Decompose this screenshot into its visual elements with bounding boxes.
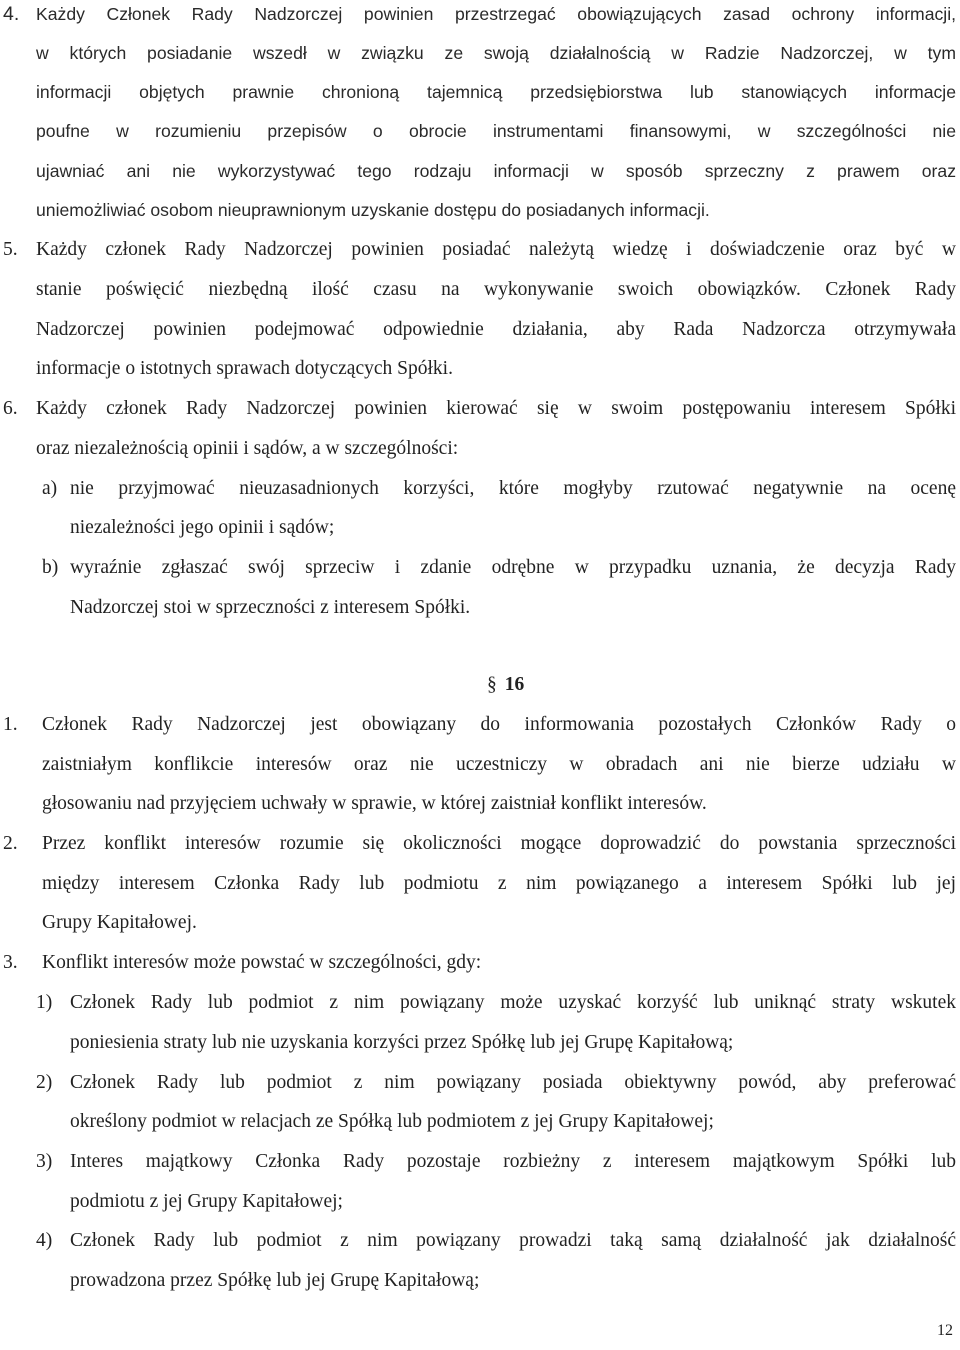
section-point-1-line-1: Członek Rady Nadzorczej jest obowiązany do informowania pozostałych Członków Rady o [42, 714, 956, 735]
paragraph-4-line-4: poufne w rozumieniu przepisów o obrocie instrumentami finansowymi, w szczególności nie [36, 121, 956, 141]
section-sign: § [487, 674, 497, 695]
subitem-3-line-1: Interes majątkowy Członka Rady pozostaje rozbieżny z interesem majątkowym Spółki lub [70, 1151, 956, 1172]
subitem-4-line-1: Członek Rady lub podmiot z nim powiązany prowadzi taką samą działalność jak działalność [70, 1230, 956, 1251]
page-number: 12 [937, 1322, 953, 1339]
subitem-4-line-2: prowadzona przez Spółkę lub jej Grupę Kapitałową; [70, 1270, 480, 1291]
section-heading [487, 673, 524, 697]
subitem-1-label: 1) [36, 992, 53, 1013]
paragraph-4-number: 4. [3, 3, 20, 25]
paragraph-4-line-2: w których posiadanie wszedł w związku ze swoją działalnością w Radzie Nadzorczej, w tym [36, 43, 956, 63]
item-b-label: b) [42, 557, 59, 578]
paragraph-4-line-5: ujawniać ani nie wykorzystywać tego rodzaju informacji w sposób sprzeczny z prawem oraz [36, 161, 956, 181]
paragraph-6-line-1: Każdy członek Rady Nadzorczej powinien kierować się w swoim postępowaniu interesem Spółki [36, 398, 956, 419]
item-b-line-2: Nadzorczej stoi w sprzeczności z interesem Spółki. [70, 597, 471, 618]
section-point-2-number: 2. [3, 833, 18, 854]
section-number: 16 [504, 674, 525, 695]
subitem-1-line-1: Członek Rady lub podmiot z nim powiązany może uzyskać korzyść lub uniknąć straty wskutek [70, 992, 956, 1013]
item-a-line-2: niezależności jego opinii i sądów; [70, 517, 335, 538]
paragraph-4-line-1: Każdy Członek Rady Nadzorczej powinien przestrzegać obowiązujących zasad ochrony informacji, [36, 4, 956, 24]
item-a-line-1: nie przyjmować nieuzasadnionych korzyści, które mogłyby rzutować negatywnie na ocenę [70, 478, 956, 499]
subitem-2-line-1: Członek Rady lub podmiot z nim powiązany posiada obiektywny powód, aby preferować [70, 1072, 956, 1093]
subitem-2-line-2: określony podmiot w relacjach ze Spółką lub podmiotem z jej Grupy Kapitałowej; [70, 1111, 714, 1132]
paragraph-6-line-2: oraz niezależnością opinii i sądów, a w szczególności: [36, 438, 459, 459]
section-point-3-line-1: Konflikt interesów może powstać w szczególności, gdy: [42, 952, 482, 973]
section-point-2-line-1: Przez konflikt interesów rozumie się okoliczności mogące doprowadzić do powstania sprzeczności [42, 833, 956, 854]
paragraph-4-line-3: informacji objętych prawnie chronioną tajemnicą przedsiębiorstwa lub stanowiących informacje [36, 82, 956, 102]
paragraph-5-line-1: Każdy członek Rady Nadzorczej powinien posiadać należytą wiedzę i doświadczenie oraz być w [36, 239, 956, 260]
section-point-1-line-3: głosowaniu nad przyjęciem uchwały w sprawie, w której zaistniał konflikt interesów. [42, 793, 707, 814]
subitem-1-line-2: poniesienia straty lub nie uzyskania korzyści przez Spółkę lub jej Grupę Kapitałową; [70, 1032, 734, 1053]
section-point-2-line-3: Grupy Kapitałowej. [42, 912, 197, 933]
paragraph-5-line-4: informacje o istotnych sprawach dotyczących Spółki. [36, 358, 453, 379]
subitem-3-label: 3) [36, 1151, 53, 1172]
paragraph-4-line-6: uniemożliwiać osobom nieuprawnionym uzyskanie dostępu do posiadanych informacji. [36, 200, 710, 220]
section-point-1-number: 1. [3, 714, 18, 735]
paragraph-6-number: 6. [3, 398, 18, 419]
subitem-3-line-2: podmiotu z jej Grupy Kapitałowej; [70, 1191, 343, 1212]
item-a-label: a) [42, 478, 58, 499]
section-point-1-line-2: zaistniałym konflikcie interesów oraz nie uczestniczy w obradach ani nie bierze udziału w [42, 754, 956, 775]
item-b-line-1: wyraźnie zgłaszać swój sprzeciw i zdanie odrębne w przypadku uznania, że decyzja Rady [70, 557, 956, 578]
subitem-4-label: 4) [36, 1230, 53, 1251]
paragraph-5-number: 5. [3, 239, 18, 260]
paragraph-5-line-3: Nadzorczej powinien podejmować odpowiednie działania, aby Rada Nadzorcza otrzymywała [36, 319, 956, 340]
subitem-2-label: 2) [36, 1072, 53, 1093]
paragraph-5-line-2: stanie poświęcić niezbędną ilość czasu na wykonywanie swoich obowiązków. Członek Rady [36, 279, 956, 300]
section-point-3-number: 3. [3, 952, 18, 973]
section-point-2-line-2: między interesem Członka Rady lub podmiotu z nim powiązanego a interesem Spółki lub jej [42, 873, 956, 894]
